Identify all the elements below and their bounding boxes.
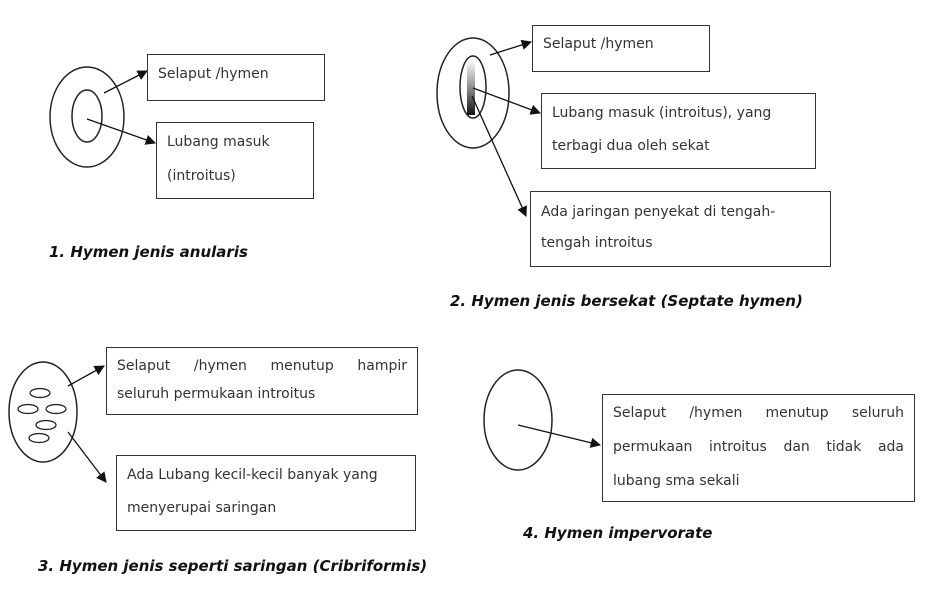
panel-2-figure	[437, 38, 540, 216]
label-text: Lubang masuk (introitus), yang	[552, 105, 772, 121]
arrow-to-hymen-box	[490, 42, 531, 55]
label-box-openings	[116, 455, 416, 531]
label-text: Selaput /hymen menutup seluruh	[613, 405, 904, 421]
arrow-to-introitus-box	[473, 88, 540, 113]
label-text: permukaan introitus dan tidak ada	[613, 439, 904, 455]
label-text: Selaput /hymen menutup hampir	[117, 358, 407, 374]
arrow-to-openings-box	[68, 432, 106, 482]
panel-2-caption: 2. Hymen jenis bersekat (Septate hymen)	[450, 292, 803, 310]
label-box-hymen	[147, 54, 325, 101]
hymen-outer-ring	[9, 362, 77, 462]
label-text: menyerupai saringan	[127, 500, 277, 516]
hymen-outer-ring	[484, 370, 552, 470]
panel-1-caption: 1. Hymen jenis anularis	[49, 243, 248, 261]
label-text: terbagi dua oleh sekat	[552, 138, 710, 154]
panel-4-caption: 4. Hymen impervorate	[523, 524, 713, 542]
label-box-introitus	[541, 93, 816, 169]
small-opening	[30, 389, 50, 398]
label-box-introitus	[156, 122, 314, 199]
arrow-to-hymen-box	[518, 425, 600, 445]
label-text: Ada Lubang kecil-kecil banyak yang	[127, 467, 378, 483]
label-box-septum	[530, 191, 831, 267]
label-text: Lubang masuk	[167, 134, 270, 150]
label-text: Ada jaringan penyekat di tengah-	[541, 204, 776, 220]
panel-3-caption: 3. Hymen jenis seperti saringan (Cribriformis)	[38, 557, 428, 575]
panel-3-figure	[9, 362, 106, 482]
label-box-hymen	[532, 25, 710, 72]
label-box-hymen-full	[602, 394, 915, 502]
septum	[467, 60, 475, 115]
hymen-outer-ring	[50, 67, 124, 167]
label-text: Selaput /hymen	[543, 36, 654, 52]
arrow-to-septum-box	[472, 96, 526, 216]
arrow-to-hymen-box	[68, 366, 104, 386]
small-opening	[29, 434, 49, 443]
small-opening	[46, 405, 66, 414]
label-text: seluruh permukaan introitus	[117, 386, 316, 402]
label-box-hymen	[106, 347, 418, 415]
panel-4-figure	[484, 370, 600, 470]
small-opening	[18, 405, 38, 414]
label-text: lubang sma sekali	[613, 473, 740, 489]
arrow-to-hymen-box	[104, 71, 147, 93]
label-text: tengah introitus	[541, 235, 653, 251]
small-opening	[36, 421, 56, 430]
introitus-opening	[72, 90, 102, 142]
panel-1-figure	[50, 67, 155, 167]
label-text: Selaput /hymen	[158, 66, 269, 82]
label-text: (introitus)	[167, 168, 236, 184]
